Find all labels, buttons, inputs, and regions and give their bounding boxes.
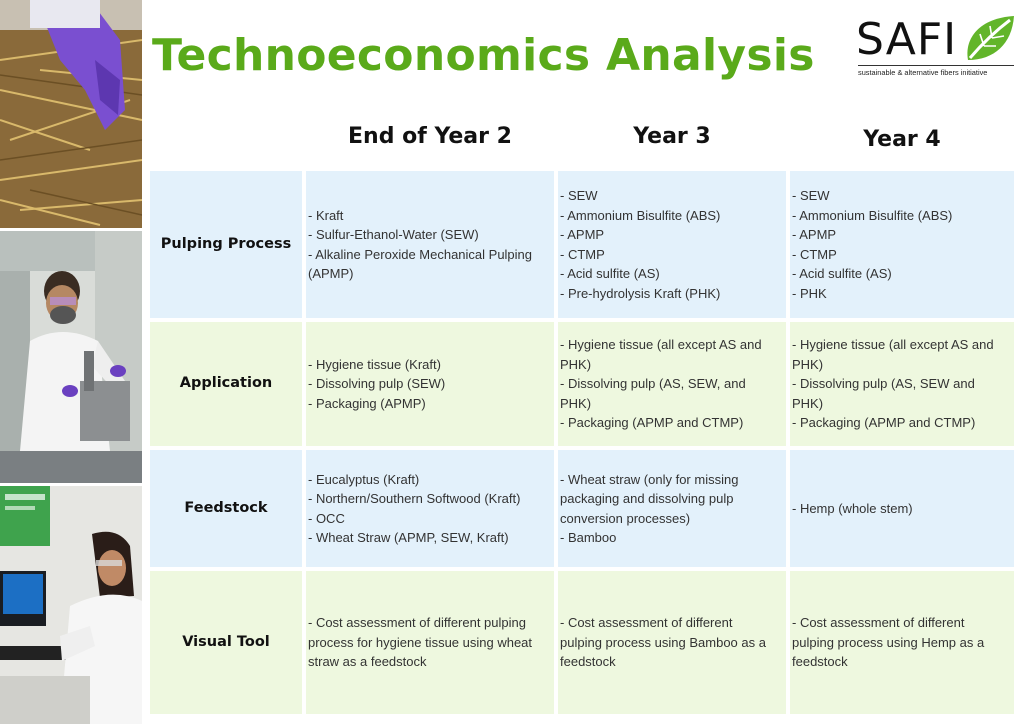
cell-line: - Dissolving pulp (AS, SEW, and [560, 376, 746, 392]
cell-line: PHK) [792, 395, 824, 411]
row-label: Visual Tool [182, 633, 270, 650]
logo-wordmark: SAFI [856, 14, 958, 65]
table-cell [306, 571, 554, 714]
logo-divider [858, 65, 1014, 66]
cell-line: conversion processes) [560, 510, 691, 526]
cell-line: - Hemp (whole stem) [792, 500, 913, 516]
cell-line: - Hygiene tissue (all except AS and [560, 337, 762, 353]
cell-line: - Acid sulfite (AS) [560, 266, 660, 281]
cell-line: - Bamboo [560, 530, 617, 545]
cell-line: - CTMP [792, 246, 837, 262]
cell-line: pulping process using Bamboo as a [560, 634, 766, 650]
cell-line: - Cost assessment of different pulping [308, 615, 526, 631]
row-label: Feedstock [184, 499, 268, 516]
cell-line: - Hygiene tissue (Kraft) [308, 356, 441, 372]
cell-line: - PHK [792, 285, 827, 301]
cell-line: - Pre-hydrolysis Kraft (PHK) [560, 285, 721, 301]
photo-lab-researcher-respirator [0, 231, 142, 483]
table-cell [306, 322, 554, 446]
row-header-visual-tool [150, 571, 302, 714]
cell-line: feedstock [792, 654, 848, 670]
cell-line: - APMP [560, 227, 605, 242]
leaf-icon [962, 14, 1016, 62]
cell-line: - Ammonium Bisulfite (ABS) [560, 207, 721, 223]
cell-line: - APMP [792, 227, 837, 242]
cell-line: - Eucalyptus (Kraft) [308, 471, 420, 487]
cell-line: - OCC [308, 510, 345, 526]
cell-line: PHK) [560, 356, 592, 372]
photo-straw-gloved-hand [0, 0, 142, 228]
cell-line: - CTMP [560, 246, 605, 262]
cell-line: - SEW [792, 188, 830, 203]
cell-line: - Northern/Southern Softwood (Kraft) [308, 491, 521, 506]
row-header-pulping-process [150, 171, 302, 318]
cell-line: PHK) [792, 356, 824, 372]
column-header-end-of-year-2: End of Year 2 [348, 124, 512, 149]
cell-line: feedstock [560, 654, 616, 670]
cell-line: PHK) [560, 395, 592, 411]
column-header-year-4: Year 4 [863, 127, 941, 152]
photo-researcher-computer [0, 486, 142, 724]
table-cell [558, 322, 786, 446]
table-cell [790, 450, 1014, 567]
table-cell [558, 171, 786, 318]
table-cell [558, 571, 786, 714]
cell-line: - Alkaline Peroxide Mechanical Pulping [308, 246, 533, 262]
cell-line: - Dissolving pulp (AS, SEW and [792, 376, 975, 392]
row-label: Application [179, 375, 273, 392]
cell-line: packaging and dissolving pulp [560, 491, 734, 506]
table-cell [790, 322, 1014, 446]
cell-line: - SEW [560, 188, 598, 203]
cell-line: - Dissolving pulp (SEW) [308, 376, 446, 392]
cell-line: straw as a feedstock [308, 654, 427, 670]
table-cell [306, 450, 554, 567]
cell-line: - Packaging (APMP) [308, 395, 426, 411]
row-header-feedstock [150, 450, 302, 567]
cell-line: (APMP) [308, 266, 354, 281]
safi-logo [856, 14, 1016, 76]
cell-line: - Kraft [308, 207, 344, 223]
cell-line: - Ammonium Bisulfite (ABS) [792, 207, 953, 223]
row-label: Pulping Process [160, 235, 292, 252]
cell-line: - Packaging (APMP and CTMP) [792, 415, 976, 431]
cell-line: - Wheat straw (only for missing [560, 471, 739, 487]
cell-line: process for hygiene tissue using wheat [308, 634, 533, 650]
page-title: Technoeconomics Analysis [152, 30, 815, 81]
table-cell [790, 171, 1014, 318]
row-header-application [150, 322, 302, 446]
cell-line: - Cost assessment of different [560, 615, 733, 631]
table-cell [306, 171, 554, 318]
cell-line: - Wheat Straw (APMP, SEW, Kraft) [308, 530, 509, 545]
cell-line: - Hygiene tissue (all except AS and [792, 337, 994, 353]
cell-line: pulping process using Hemp as a [792, 634, 985, 650]
table-cell [790, 571, 1014, 714]
logo-tagline: sustainable & alternative fibers initiative [858, 68, 988, 77]
cell-line: - Sulfur-Ethanol-Water (SEW) [308, 227, 479, 242]
column-header-year-3: Year 3 [633, 124, 711, 149]
cell-line: - Cost assessment of different [792, 615, 965, 631]
cell-line: - Packaging (APMP and CTMP) [560, 415, 744, 431]
photo-strip [0, 0, 142, 724]
table-cell [558, 450, 786, 567]
cell-line: - Acid sulfite (AS) [792, 266, 892, 281]
